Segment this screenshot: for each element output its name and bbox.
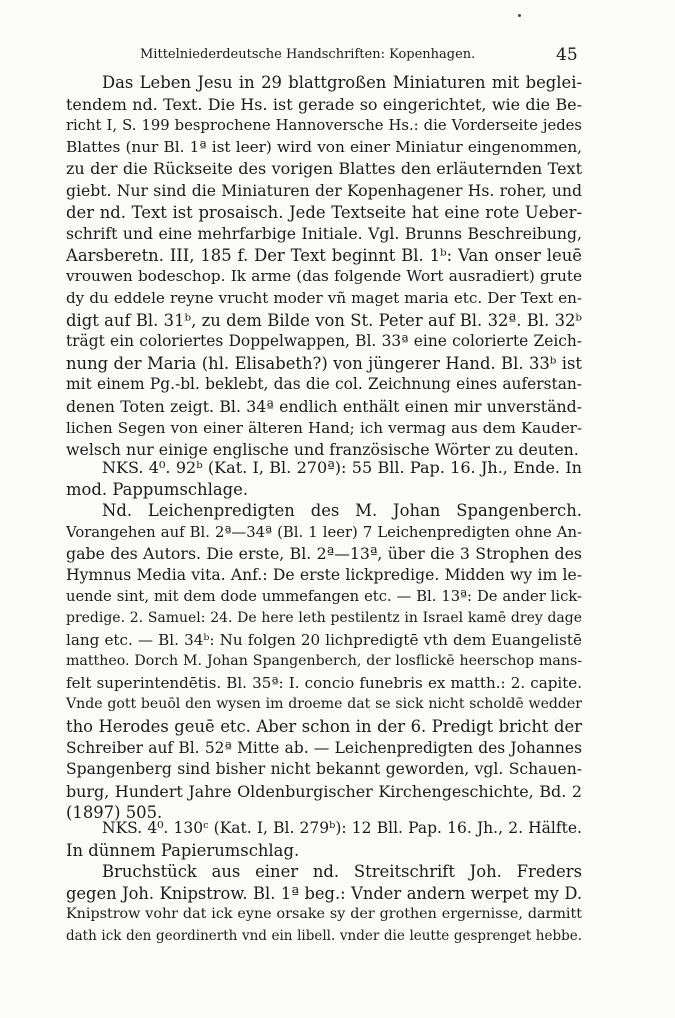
text-line: schrift und eine mehrfarbige Initiale. Vgl. Brunns Beschreibung, (66, 224, 582, 244)
text-line: tendem nd. Text. Die Hs. ist gerade so eingerichtet, wie die Be- (66, 94, 582, 114)
text-line: Aarsberetn. III, 185 f. Der Text beginnt Bl. 1ᵇ: Van onser leuē (66, 245, 582, 265)
text-line: Spangenberg sind bisher nicht bekannt geworden, vgl. Schauen- (66, 760, 582, 779)
text-line: Bruchstück aus einer nd. Streitschrift Joh. Freders (102, 862, 582, 881)
text-line: dy du eddele reyne vrucht moder vñ maget maria etc. Der Text en- (66, 288, 582, 307)
paragraph-leben-jesu (66, 72, 582, 461)
text-line: richt I, S. 199 besprochene Hannoversche Hs.: die Vorderseite jedes (66, 117, 582, 135)
text-line: digt auf Bl. 31ᵇ, zu dem Bilde von St. Peter auf Bl. 32ª. Bl. 32ᵇ (66, 310, 582, 330)
text-line: dath ick den geordinerth vnd ein libell. vnder die leutte gesprenget hebbe. (66, 927, 582, 944)
page-number: 45 (556, 45, 578, 65)
text-line: predige. 2. Samuel: 24. De here leth pestilentz in Israel kamē drey dage (66, 609, 582, 626)
text-line: NKS. 4⁰. 92ᵇ (Kat. I, Bl. 270ª): 55 Bll. Pap. 16. Jh., Ende. In (102, 458, 582, 477)
text-line: Knipstrow vohr dat ick eyne orsake sy der grothen ergernisse, darmitt (66, 906, 582, 923)
text-line: trägt ein coloriertes Doppelwappen, Bl. 33ª eine colorierte Zeich- (66, 332, 582, 351)
text-line: denen Toten zeigt. Bl. 34ª endlich enthält einen mir unverständ- (66, 396, 582, 416)
text-line: lang etc. — Bl. 34ᵇ: Nu folgen 20 lichpredigtē vth dem Euangelistē (66, 630, 582, 649)
text-line: Blattes (nur Bl. 1ª ist leer) wird von einer Miniatur eingenommen, (66, 137, 582, 156)
print-speck (518, 14, 521, 17)
text-line: Schreiber auf Bl. 52ª Mitte ab. — Leichenpredigten des Johannes (66, 738, 582, 757)
paragraph-nks-130c (66, 818, 582, 861)
text-line: lichen Segen von einer älteren Hand; ich vermag aus dem Kauder- (66, 418, 582, 437)
text-line: tho Herodes geuē etc. Aber schon in der 6. Predigt bricht der (66, 716, 582, 736)
text-line: burg, Hundert Jahre Oldenburgischer Kirchengeschichte, Bd. 2 (66, 781, 582, 801)
text-line: gegen Joh. Knipstrow. Bl. 1ª beg.: Vnder andern werpet my D. (66, 883, 582, 903)
text-line: vrouwen bodeschop. Ik arme (das folgende Wort ausradiert) grute (66, 267, 582, 286)
text-line: uende sint, mit dem dode ummefangen etc. — Bl. 13ª: De ander lick- (66, 588, 582, 606)
text-line: giebt. Nur sind die Miniaturen der Kopenhagener Hs. roher, und (66, 180, 582, 200)
text-line: Nd. Leichenpredigten des M. Johan Spangenberch. (102, 501, 582, 520)
text-line: Vnde gott beuōl den wysen im droeme dat se sick nicht scholdē wedder (66, 696, 582, 713)
text-line: gabe des Autors. Die erste, Bl. 2ª—13ª, über die 3 Strophen des (66, 544, 582, 564)
text-line: NKS. 4⁰. 130ᶜ (Kat. I, Bl. 279ᵇ): 12 Bll. Pap. 16. Jh., 2. Hälfte. (102, 819, 582, 837)
text-line: mod. Pappumschlage. (66, 479, 249, 499)
text-line: Das Leben Jesu in 29 blattgroßen Miniaturen mit beglei- (102, 73, 582, 92)
paragraph-nks-92b (66, 457, 582, 500)
text-line: Vorangehen auf Bl. 2ª—34ª (Bl. 1 leer) 7 Leichenpredigten ohne An- (66, 523, 582, 541)
text-line: (1897) 505. (66, 803, 163, 823)
text-line: welsch nur einige englische und französische Wörter zu deuten. (66, 440, 579, 460)
text-line: In dünnem Papierumschlag. (66, 840, 300, 860)
text-line: felt superintendētis. Bl. 35ª: I. concio funebris ex matth.: 2. capite. (66, 673, 582, 692)
text-line: der nd. Text ist prosaisch. Jede Textseite hat eine rote Ueber- (66, 202, 582, 222)
paragraph-leichenpredigten (66, 500, 582, 824)
text-line: mit einem Pg.-bl. beklebt, das die col. Zeichnung eines auferstan- (66, 375, 582, 394)
text-line: mattheo. Dorch M. Johan Spangenberch, der losflickē heerschop mans- (66, 653, 582, 670)
paragraph-bruchstueck (66, 861, 582, 947)
text-line: zu der die Rückseite des vorigen Blattes den erläuternden Text (66, 159, 582, 179)
text-line: Hymnus Media vita. Anf.: De erste lickpredige. Midden wy im le- (66, 565, 582, 584)
text-line: nung der Maria (hl. Elisabeth?) von jüngerer Hand. Bl. 33ᵇ ist (66, 353, 582, 373)
running-header: Mittelniederdeutsche Handschriften: Kopenhagen. (140, 47, 476, 62)
